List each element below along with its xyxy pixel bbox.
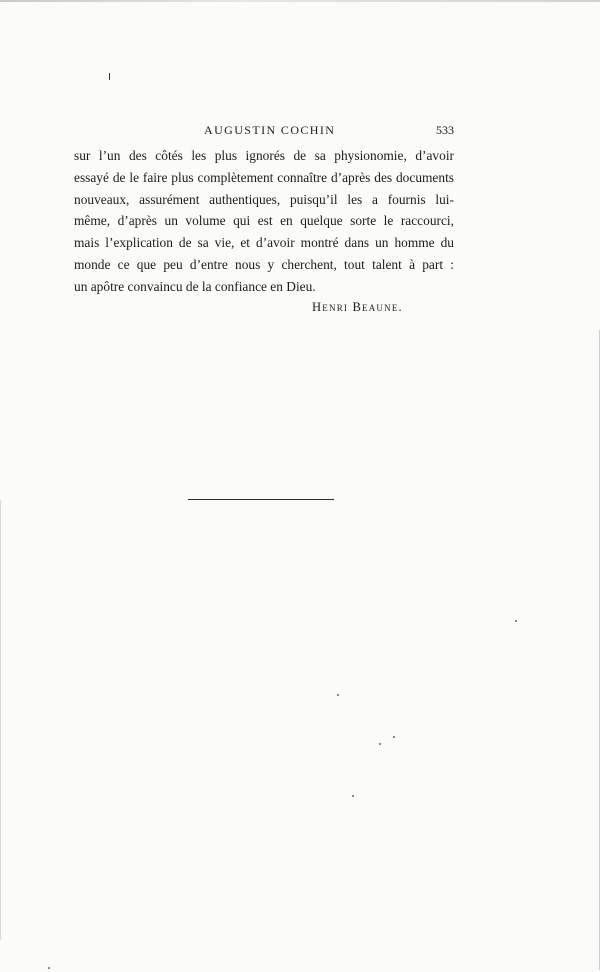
- body-paragraph: [74, 145, 454, 298]
- scan-left-edge: [0, 500, 1, 940]
- text-line: même, d’après un volume qui est en quelque sorte le raccourci,: [74, 213, 454, 229]
- running-header: [74, 123, 454, 139]
- text-line: un apôtre convaincu de la confiance en Dieu.: [74, 278, 316, 294]
- author-signature: Henri Beaune.: [312, 300, 403, 314]
- scan-speck: [393, 736, 395, 738]
- text-line: essayé de le faire plus complètement connaître d’après des documents: [74, 169, 454, 185]
- text-line: mais l’explication de sa vie, et d’avoir montré dans un homme du: [74, 235, 454, 251]
- ink-mark: [109, 73, 110, 80]
- page-number: 533: [436, 123, 454, 137]
- scan-speck: [337, 694, 339, 696]
- text-line: nouveaux, assurément authentiques, puisqu’il les a fournis lui-: [74, 191, 454, 207]
- scan-speck: [48, 967, 50, 969]
- scan-speck: [352, 795, 354, 797]
- section-divider: [188, 499, 334, 500]
- scan-top-edge: [0, 0, 600, 2]
- scan-speck: [515, 620, 517, 622]
- text-line: monde ce que peu d’entre nous y cherchent, tout talent à part :: [74, 256, 454, 272]
- scan-speck: [379, 743, 381, 745]
- text-line: sur l’un des côtés les plus ignorés de sa physionomie, d’avoir: [74, 148, 454, 163]
- running-title: AUGUSTIN COCHIN: [204, 123, 336, 137]
